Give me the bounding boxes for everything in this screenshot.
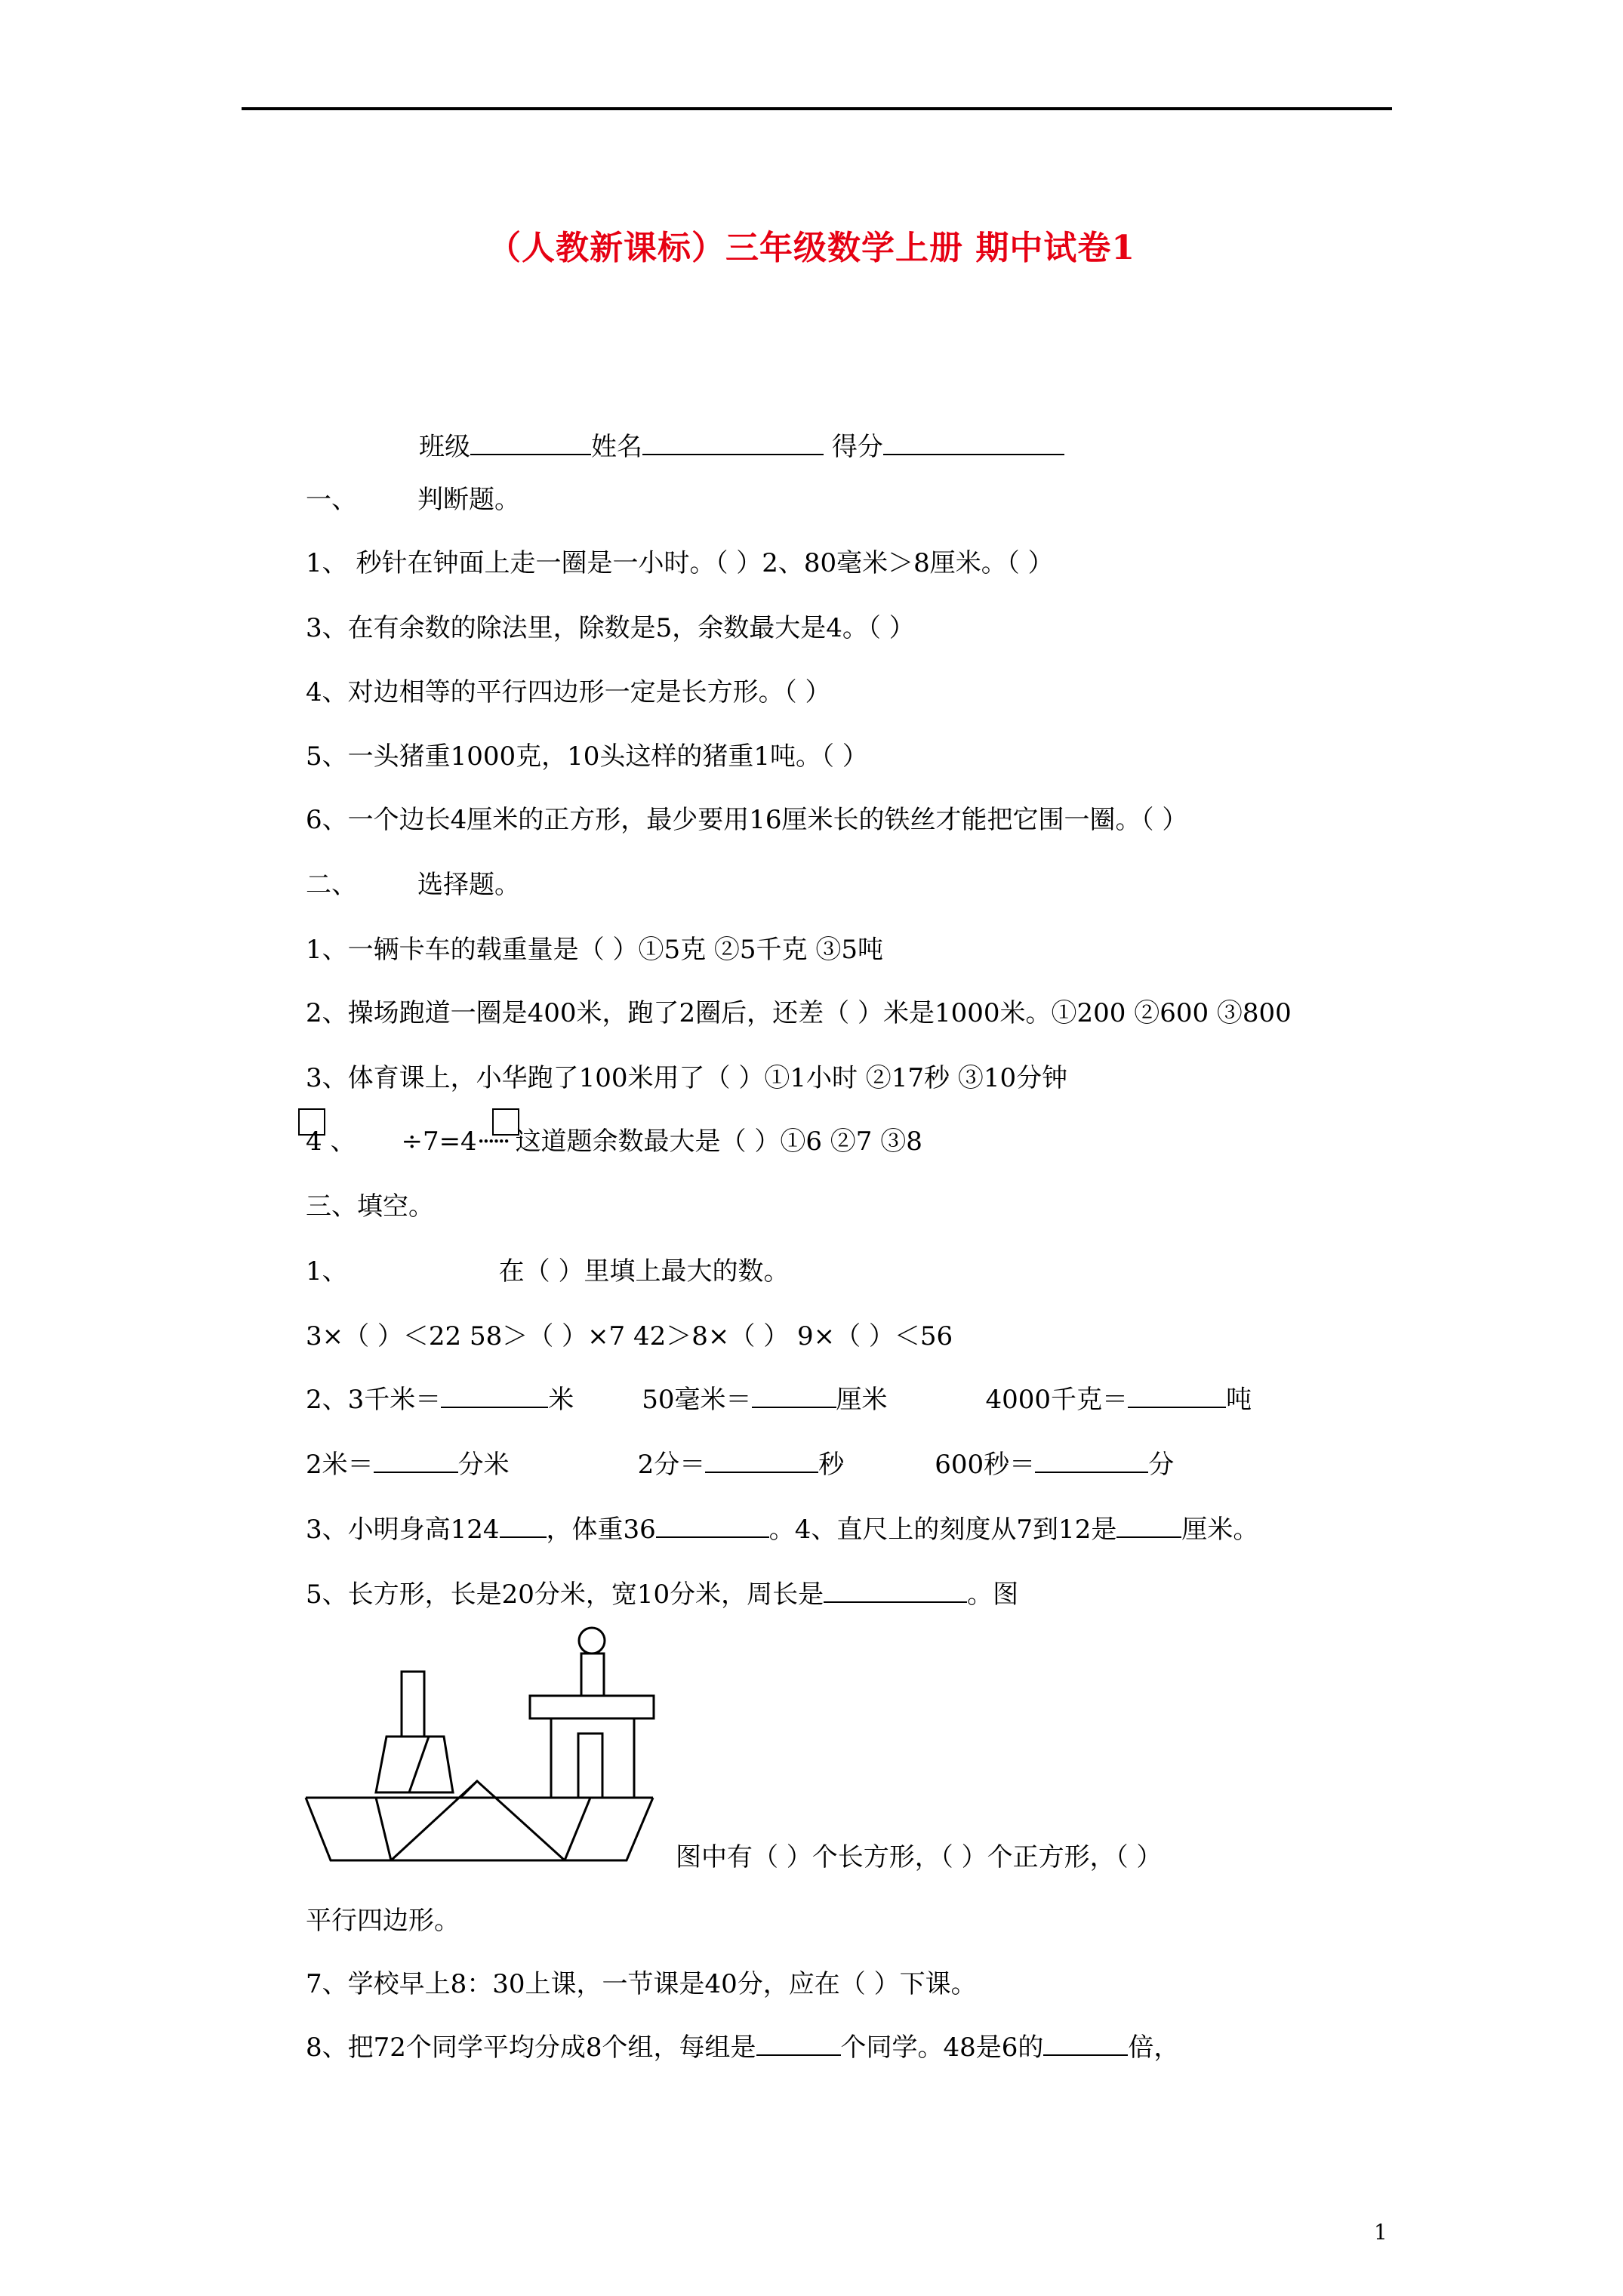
section1-title: 判断题。: [417, 485, 520, 515]
s2-q4: 4 、 ÷7=4······ 这道题余数最大是（ ）①6 ②7 ③8: [306, 1126, 922, 1157]
s3-q2d-unit: 分米: [457, 1450, 510, 1480]
s3-q6-cont: 平行四边形。: [306, 1906, 460, 1936]
ship-diagram: [302, 1622, 657, 1863]
section2-title: 选择题。: [417, 870, 520, 900]
s3-q2a-blank[interactable]: [441, 1384, 548, 1408]
s3-q3b: ，体重36: [546, 1515, 656, 1545]
top-circle: [579, 1628, 605, 1653]
smokestack-rect: [402, 1672, 424, 1737]
cabin-diagonal: [409, 1737, 429, 1792]
s3-q1-items: 3×（ ）＜22 58＞（ ）×7 42＞8×（ ） 9×（ ）＜56: [306, 1321, 953, 1351]
s1-question-1-2: [306, 547, 1054, 580]
s1-q2: 2、80毫米＞8厘米。（ ）: [762, 548, 1054, 578]
s3-q2d-blank[interactable]: [374, 1449, 458, 1473]
name-blank[interactable]: [642, 431, 824, 455]
s3-q8-group-blank[interactable]: [756, 2032, 841, 2056]
s3-q3: [306, 1513, 1258, 1546]
s3-q8-times-blank[interactable]: [1043, 2032, 1128, 2056]
s2-q4-equation: ÷7=4: [401, 1126, 477, 1157]
name-label: 姓名: [591, 432, 642, 462]
header-rule: [242, 107, 1392, 110]
s3-q3c: 。4、直尺上的刻度从7到12是: [768, 1515, 1117, 1545]
s3-q2b: 50毫米＝: [642, 1385, 752, 1415]
s3-q5-blank[interactable]: [824, 1579, 967, 1603]
s3-q4-blank[interactable]: [1116, 1514, 1181, 1538]
s3-q8: [306, 2031, 1179, 2064]
s3-q7: 7、学校早上8：30上课，一节课是40分，应在（ ）下课。: [306, 1969, 977, 1999]
s3-q8c: 倍，: [1128, 2032, 1180, 2063]
s3-q2e-blank[interactable]: [705, 1449, 818, 1473]
s2-q4-number: 4 、: [306, 1126, 356, 1157]
s3-q1-number: 1、: [306, 1256, 348, 1287]
s2-q1: 1、一辆卡车的载重量是（ ）①5克 ②5千克 ③5吨: [306, 935, 883, 965]
score-label: 得分: [831, 432, 883, 462]
page-number: 1: [1374, 2220, 1387, 2245]
s1-q1: 1、 秒针在钟面上走一圈是一小时。（ ）: [306, 548, 762, 578]
s3-q2c-blank[interactable]: [1128, 1384, 1226, 1408]
crossbar-rect: [530, 1696, 654, 1718]
s2-q2: 2、操场跑道一圈是400米，跑了2圈后，还差（ ）米是1000米。①200 ②600 ③800: [306, 998, 1292, 1028]
class-blank[interactable]: [470, 431, 591, 455]
s3-q2f-unit: 分: [1148, 1450, 1175, 1480]
s3-q3-weight-blank[interactable]: [656, 1514, 769, 1538]
hull-line-2: [565, 1798, 590, 1860]
hull-outline: [306, 1798, 653, 1860]
section1-number: 一、: [306, 485, 357, 515]
s3-q1-text: 在（ ）里填上最大的数。: [498, 1256, 790, 1287]
s3-q1: [306, 1255, 789, 1288]
s3-q2a-unit: 米: [548, 1385, 574, 1415]
s3-q2e: 2分＝: [637, 1450, 706, 1480]
s3-q5: [306, 1578, 1018, 1611]
score-blank[interactable]: [883, 431, 1064, 455]
section1-heading: [306, 483, 520, 516]
s3-q3d: 厘米。: [1181, 1515, 1259, 1545]
s1-q3: 3、在有余数的除法里，除数是5，余数最大是4。（ ）: [306, 613, 915, 643]
s1-q4: 4、对边相等的平行四边形一定是长方形。（ ）: [306, 677, 831, 707]
s3-q3-height-blank[interactable]: [500, 1514, 547, 1538]
s3-q2c: 4000千克＝: [985, 1385, 1129, 1415]
s3-q2-row2: [306, 1448, 1174, 1481]
s2-q4-text: 这道题余数最大是（ ）①6 ②7 ③8: [515, 1126, 922, 1157]
s3-q2b-blank[interactable]: [752, 1384, 836, 1408]
s3-q2d: 2米＝: [306, 1450, 374, 1480]
s2-q3: 3、体育课上，小华跑了100米用了（ ）①1小时 ②17秒 ③10分钟: [306, 1063, 1068, 1093]
s3-q2f: 600秒＝: [935, 1450, 1036, 1480]
s3-q8a: 8、把72个同学平均分成8个组，每组是: [306, 2032, 756, 2063]
s3-q2c-unit: 吨: [1226, 1385, 1252, 1415]
s3-q6: 图中有（ ）个长方形，（ ）个正方形，（ ）: [676, 1842, 1163, 1872]
s3-q2-row1: [306, 1383, 1252, 1416]
s1-q6: 6、一个边长4厘米的正方形，最少要用16厘米长的铁丝才能把它围一圈。（ ）: [306, 805, 1188, 835]
s3-q2a: 2、3千米＝: [306, 1385, 442, 1415]
section3-title: 三、填空。: [306, 1191, 434, 1222]
section2-heading: [306, 868, 520, 901]
section2-number: 二、: [306, 870, 357, 900]
page-title: （人教新课标）三年级数学上册 期中试卷1: [488, 229, 1135, 267]
top-stem-rect: [581, 1653, 604, 1696]
s3-q5a: 5、长方形，长是20分米，宽10分米，周长是: [306, 1579, 824, 1610]
s1-q5: 5、一头猪重1000克，10头这样的猪重1吨。（ ）: [306, 741, 868, 772]
s3-q2b-unit: 厘米: [836, 1385, 888, 1415]
triangle-edge: [460, 1781, 477, 1798]
hull-line-1: [376, 1798, 391, 1860]
cabin-trapezoid: [376, 1737, 453, 1792]
tower-inner-rect: [578, 1734, 602, 1798]
s3-q5b: 。图: [967, 1579, 1019, 1610]
s3-q3a: 3、小明身高124: [306, 1515, 500, 1545]
s3-q8b: 个同学。48是6的: [840, 2032, 1044, 2063]
s3-q2e-unit: 秒: [818, 1450, 845, 1480]
s3-q2f-blank[interactable]: [1035, 1449, 1148, 1473]
class-label: 班级: [419, 432, 470, 462]
student-info-line: [419, 430, 1064, 464]
